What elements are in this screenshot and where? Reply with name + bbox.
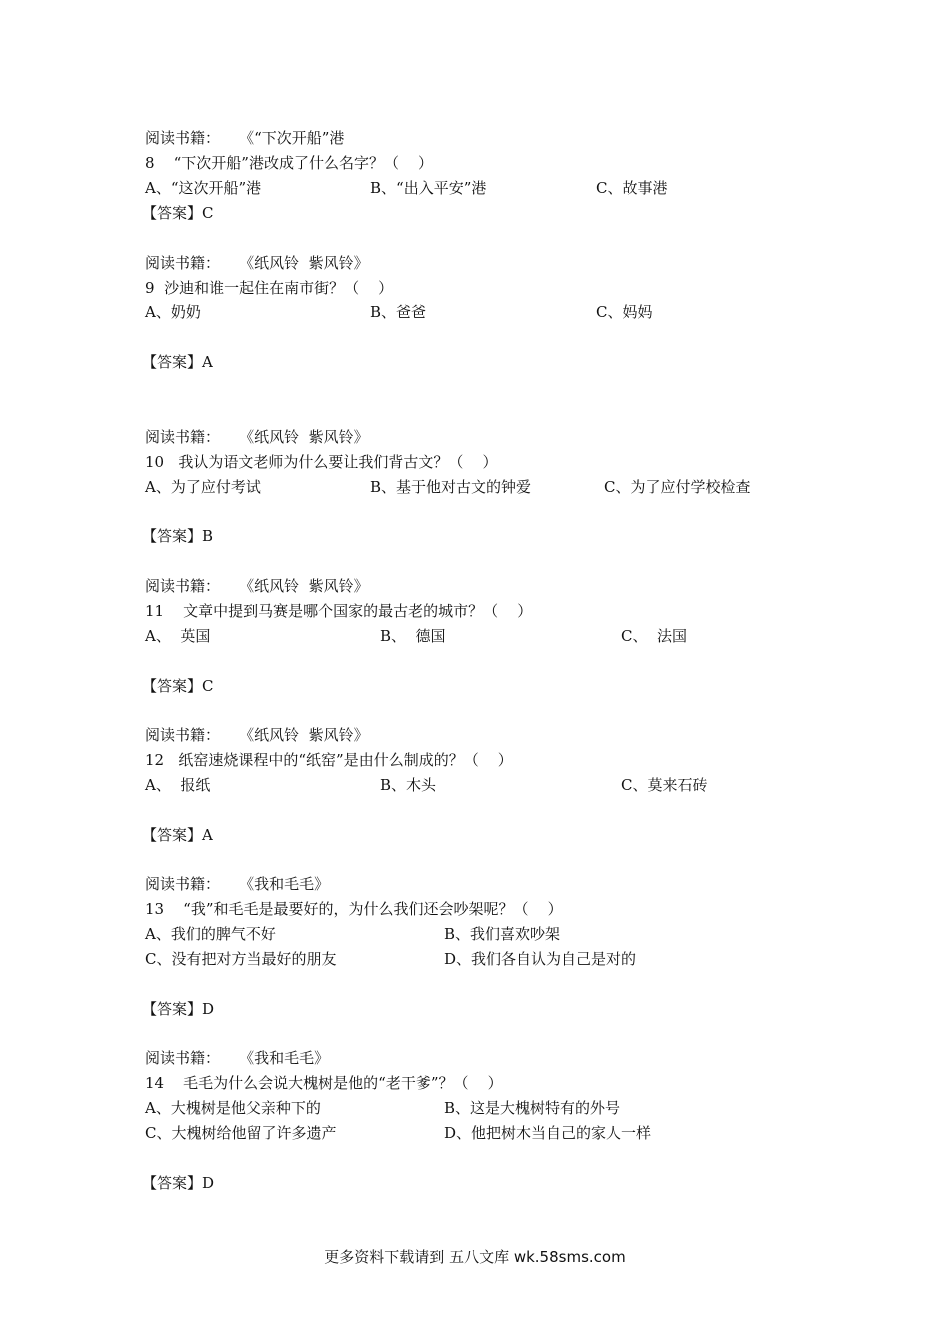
option-c: C、故事港 — [596, 179, 668, 197]
option-b: B、基于他对古文的钟爱 — [370, 478, 532, 496]
reading-book: 阅读书籍： 《我和毛毛》 — [145, 875, 330, 893]
option-b: B、“出入平安”港 — [370, 179, 487, 197]
reading-book: 阅读书籍： 《纸风铃 紫风铃》 — [145, 254, 369, 272]
option-b: B、我们喜欢吵架 — [444, 925, 561, 943]
reading-book: 阅读书籍： 《“下次开船”港 — [145, 129, 345, 147]
footer-link[interactable]: 更多资料下载请到 五八文库 wk.58sms.com — [324, 1248, 626, 1266]
answer: 【答案】C — [142, 204, 214, 222]
question-text: 10 我认为语文老师为什么要让我们背古文？（ ） — [145, 453, 498, 471]
question-text: 13 “我”和毛毛是最要好的，为什么我们还会吵架呢？（ ） — [145, 900, 563, 918]
reading-book: 阅读书籍： 《我和毛毛》 — [145, 1049, 330, 1067]
answer: 【答案】A — [142, 353, 213, 371]
question-text: 9 沙迪和谁一起住在南市街？（ ） — [145, 279, 394, 297]
option-c: C、莫来石砖 — [621, 776, 708, 794]
answer: 【答案】A — [142, 826, 213, 844]
option-c: C、妈妈 — [596, 303, 653, 321]
question-text: 8 “下次开船”港改成了什么名字？（ ） — [145, 154, 434, 172]
option-b: B、这是大槐树特有的外号 — [444, 1099, 621, 1117]
option-a: A、奶奶 — [145, 303, 201, 321]
option-a: A、 英国 — [145, 627, 211, 645]
answer: 【答案】D — [142, 1174, 215, 1192]
option-a: A、我们的脾气不好 — [145, 925, 276, 943]
option-a: A、为了应付考试 — [145, 478, 261, 496]
answer: 【答案】B — [142, 527, 214, 545]
option-a: A、“这次开船”港 — [145, 179, 262, 197]
option-b: B、爸爸 — [370, 303, 427, 321]
option-c: C、没有把对方当最好的朋友 — [145, 950, 337, 968]
option-c: C、大槐树给他留了许多遗产 — [145, 1124, 337, 1142]
option-b: B、木头 — [380, 776, 437, 794]
option-b: B、 德国 — [380, 627, 446, 645]
reading-book: 阅读书籍： 《纸风铃 紫风铃》 — [145, 577, 369, 595]
answer: 【答案】D — [142, 1000, 215, 1018]
option-c: C、为了应付学校检查 — [604, 478, 751, 496]
option-d: D、他把树木当自己的家人一样 — [444, 1124, 652, 1142]
option-c: C、 法国 — [621, 627, 688, 645]
option-a: A、大槐树是他父亲种下的 — [145, 1099, 321, 1117]
answer: 【答案】C — [142, 677, 214, 695]
question-text: 12 纸窑速烧课程中的“纸窑”是由什么制成的？（ ） — [145, 751, 513, 769]
question-text: 11 文章中提到马赛是哪个国家的最古老的城市？（ ） — [145, 602, 533, 620]
option-a: A、 报纸 — [145, 776, 211, 794]
option-d: D、我们各自认为自己是对的 — [444, 950, 637, 968]
question-text: 14 毛毛为什么会说大槐树是他的“老干爹”？（ ） — [145, 1074, 503, 1092]
reading-book: 阅读书籍： 《纸风铃 紫风铃》 — [145, 428, 369, 446]
reading-book: 阅读书籍： 《纸风铃 紫风铃》 — [145, 726, 369, 744]
